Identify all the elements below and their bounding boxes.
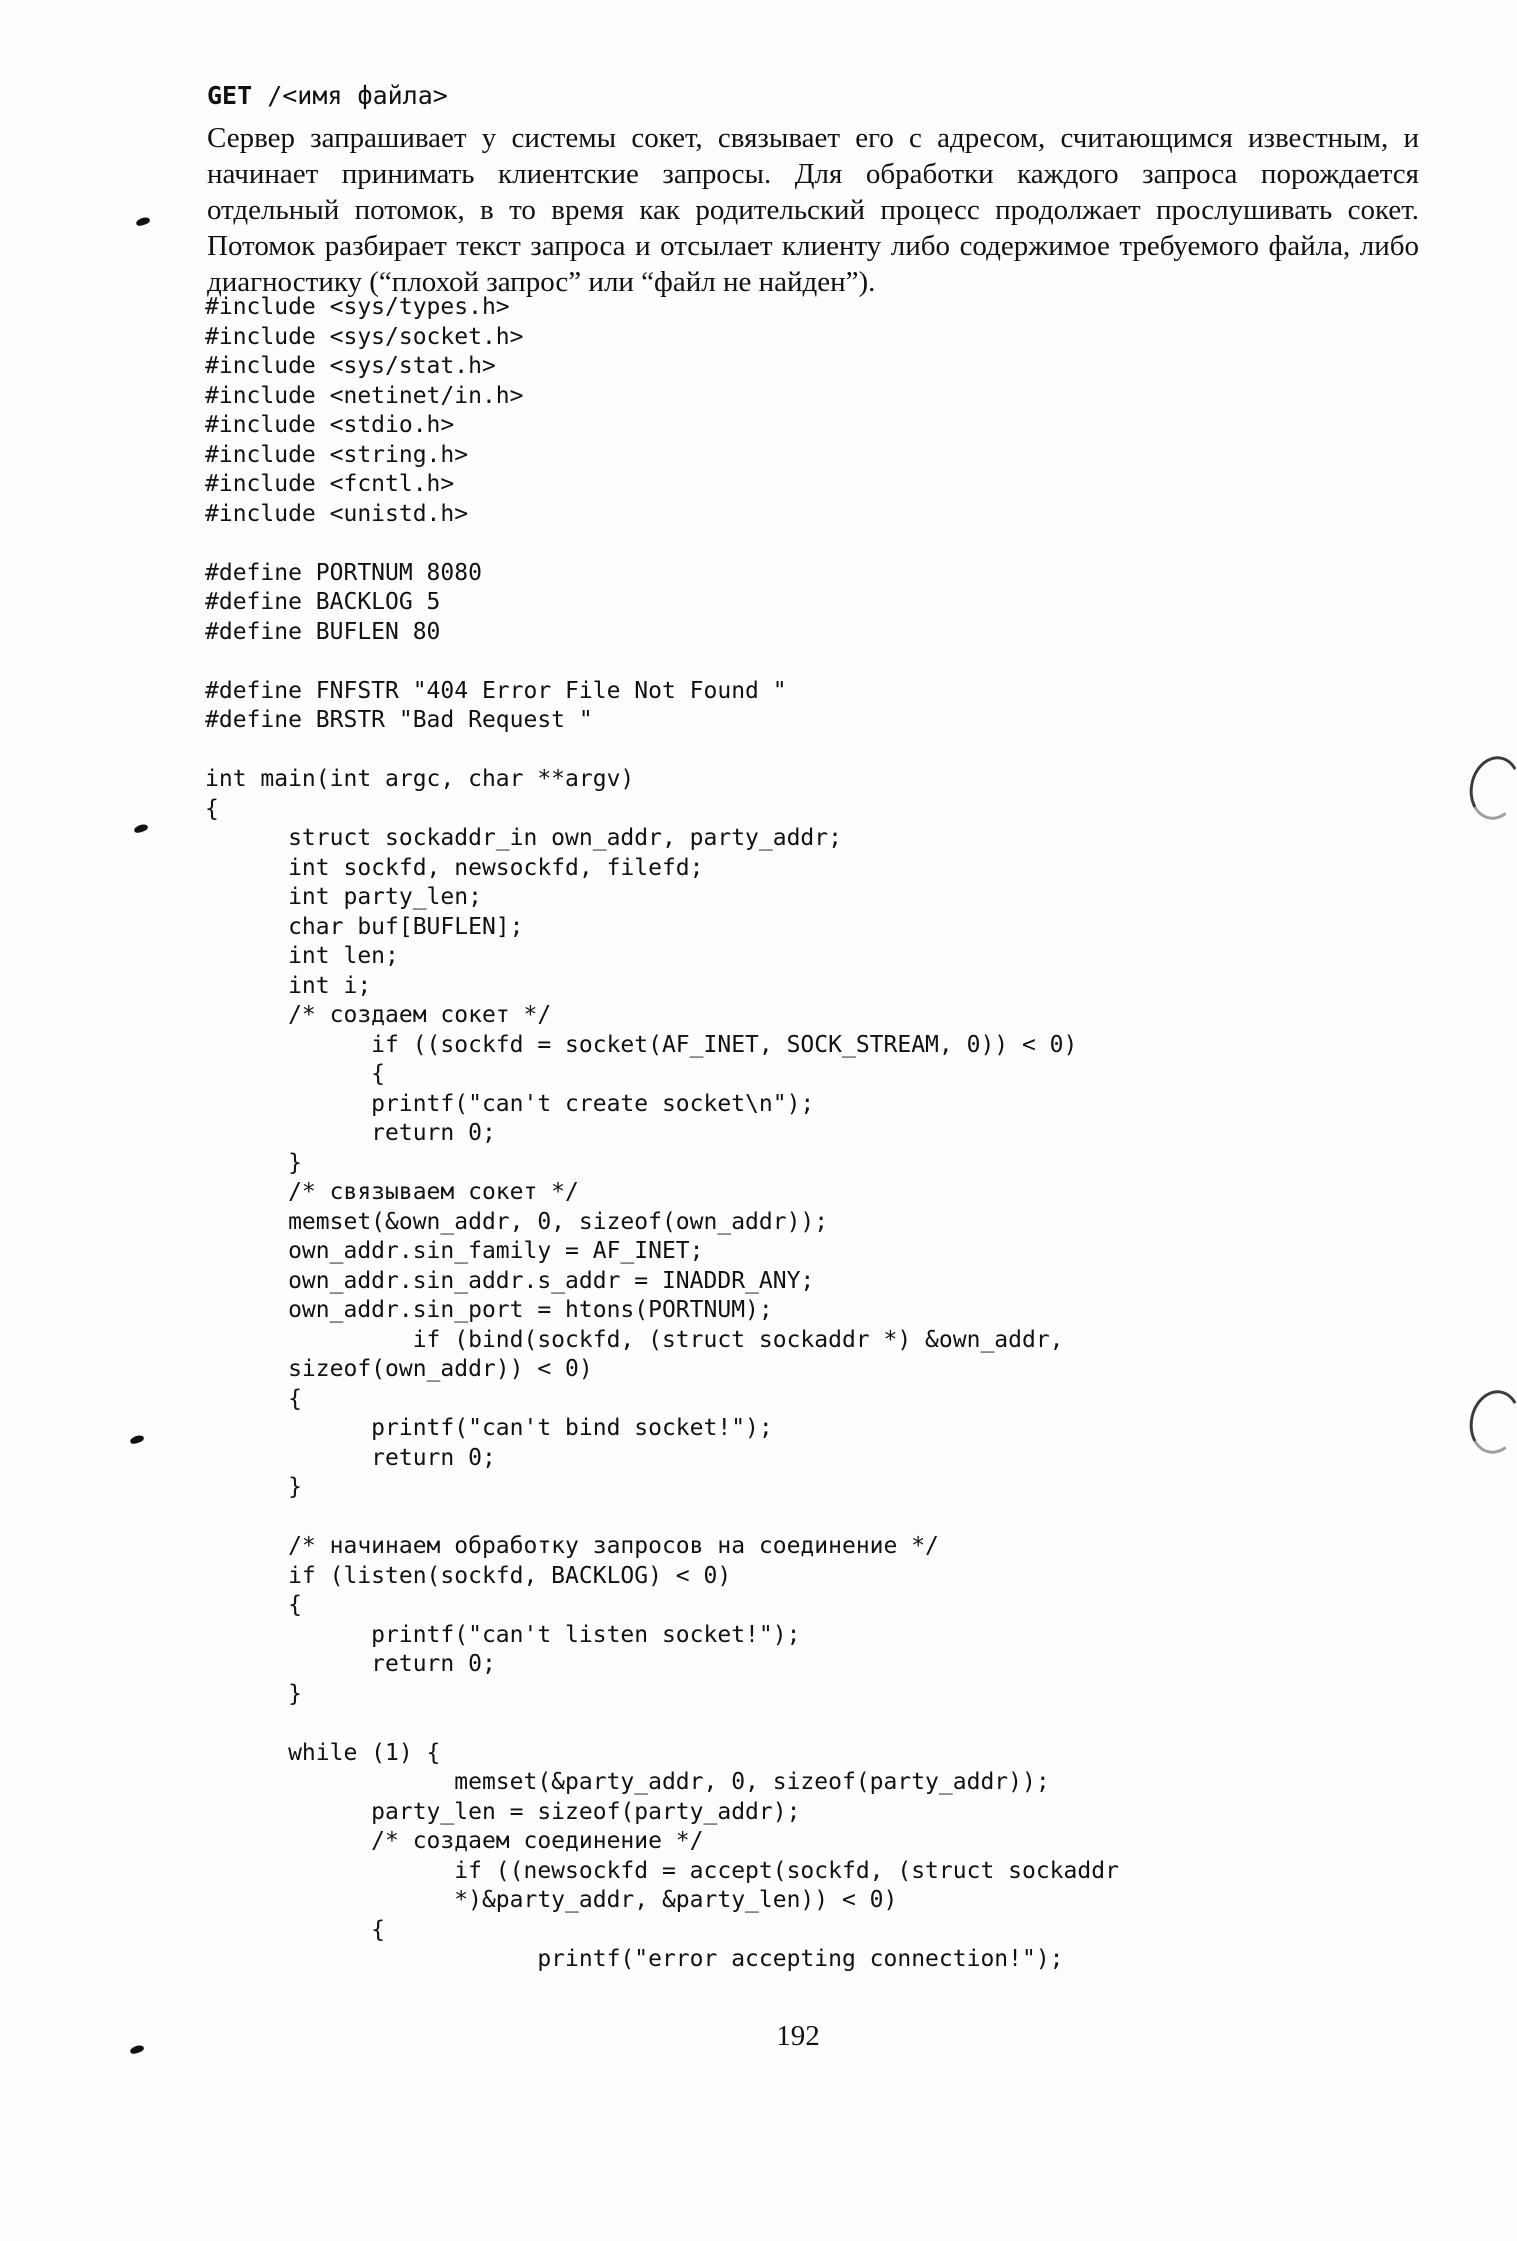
code-line: if ((sockfd = socket(AF_INET, SOCK_STREAM, 0)) < 0) (205, 1031, 1078, 1058)
code-line: #include <stdio.h> (205, 412, 455, 438)
margin-mark (129, 1434, 144, 1445)
code-line: { (205, 1916, 386, 1943)
page-number: 192 (776, 2020, 820, 2052)
code-line: int main(int argc, char **argv) (205, 766, 635, 792)
code-line: if (bind(sockfd, (struct sockaddr *) &own_addr, (205, 1326, 1064, 1353)
code-line: /* связываем сокет */ (205, 1179, 579, 1205)
code-line: printf("can't listen socket!"); (205, 1621, 801, 1648)
code-line (205, 736, 1325, 766)
code-line: /* начинаем обработку запросов на соединение */ (205, 1533, 939, 1559)
code-line: return 0; (205, 1651, 496, 1677)
code-line: return 0; (205, 1444, 496, 1471)
code-line: #include <sys/types.h> (205, 294, 510, 320)
code-line: } (205, 1680, 302, 1707)
code-line: #include <string.h> (205, 441, 469, 468)
code-line: #define FNFSTR "404 Error File Not Found " (205, 677, 787, 704)
code-line: #define BRSTR "Bad Request " (205, 707, 593, 733)
margin-mark (135, 216, 150, 227)
code-line: /* создаем соединение */ (205, 1828, 704, 1854)
code-line: own_addr.sin_port = htons(PORTNUM); (205, 1297, 773, 1323)
code-line: #define BACKLOG 5 (205, 589, 441, 615)
code-listing (205, 293, 1325, 1975)
code-line: } (205, 1149, 302, 1176)
punch-hole (1464, 1386, 1517, 1459)
code-line: while (1) { (205, 1739, 441, 1766)
code-line (205, 1709, 1325, 1739)
code-line: return 0; (205, 1120, 496, 1146)
code-line: memset(&own_addr, 0, sizeof(own_addr)); (205, 1208, 829, 1235)
code-line (205, 647, 1325, 677)
code-line (205, 529, 1325, 559)
code-line: #include <sys/socket.h> (205, 323, 524, 350)
filename-argument: /<имя файла> (252, 81, 448, 110)
code-line: { (205, 1385, 302, 1412)
code-line: memset(&party_addr, 0, sizeof(party_addr)); (205, 1769, 1050, 1795)
code-line: int sockfd, newsockfd, filefd; (205, 854, 704, 881)
code-line: char buf[BUFLEN]; (205, 913, 524, 940)
code-line: own_addr.sin_addr.s_addr = INADDR_ANY; (205, 1267, 815, 1294)
request-format-heading (207, 80, 448, 112)
intro-paragraph: Сервер запрашивает у системы сокет, связывает его с адресом, считающимся известным, и начинает принимать клиентские запросы. Для обработки каждого запроса порождается отдельный потомок, в то время как родительский процесс продолжает прослушивать сокет. Потомок разбирает текст запроса и отсылает клиенту либо содержимое требуемого файла, либо диагностику (“плохой запрос” или “файл не найден”). (207, 122, 1419, 298)
code-line: #include <netinet/in.h> (205, 382, 524, 409)
code-line: own_addr.sin_family = AF_INET; (205, 1238, 704, 1264)
code-line: int len; (205, 943, 399, 969)
code-line (205, 1503, 1325, 1533)
code-line: printf("can't create socket\n"); (205, 1090, 815, 1117)
code-line: printf("can't bind socket!"); (205, 1415, 773, 1441)
code-line: #include <sys/stat.h> (205, 353, 496, 379)
code-line: #define PORTNUM 8080 (205, 559, 482, 586)
code-line: int i; (205, 972, 372, 999)
code-line: sizeof(own_addr)) < 0) (205, 1356, 593, 1382)
punch-hole (1464, 752, 1517, 825)
get-command: GET (207, 81, 253, 110)
code-line: if ((newsockfd = accept(sockfd, (struct sockaddr (205, 1857, 1119, 1884)
code-line: struct sockaddr_in own_addr, party_addr; (205, 825, 842, 851)
code-line: #include <unistd.h> (205, 500, 469, 527)
code-line: { (205, 1592, 302, 1618)
margin-mark (129, 2044, 144, 2055)
code-line: printf("error accepting connection!"); (205, 1946, 1064, 1972)
code-line: party_len = sizeof(party_addr); (205, 1798, 801, 1825)
code-line: } (205, 1474, 302, 1500)
code-line: int party_len; (205, 884, 482, 910)
code-line: { (205, 1061, 386, 1087)
code-line: #define BUFLEN 80 (205, 618, 441, 645)
code-line: #include <fcntl.h> (205, 471, 455, 497)
code-line: *)&party_addr, &party_len)) < 0) (205, 1887, 898, 1913)
code-line: /* создаем сокет */ (205, 1002, 552, 1028)
margin-mark (133, 823, 148, 834)
code-line: { (205, 795, 219, 822)
code-line: if (listen(sockfd, BACKLOG) < 0) (205, 1562, 732, 1589)
